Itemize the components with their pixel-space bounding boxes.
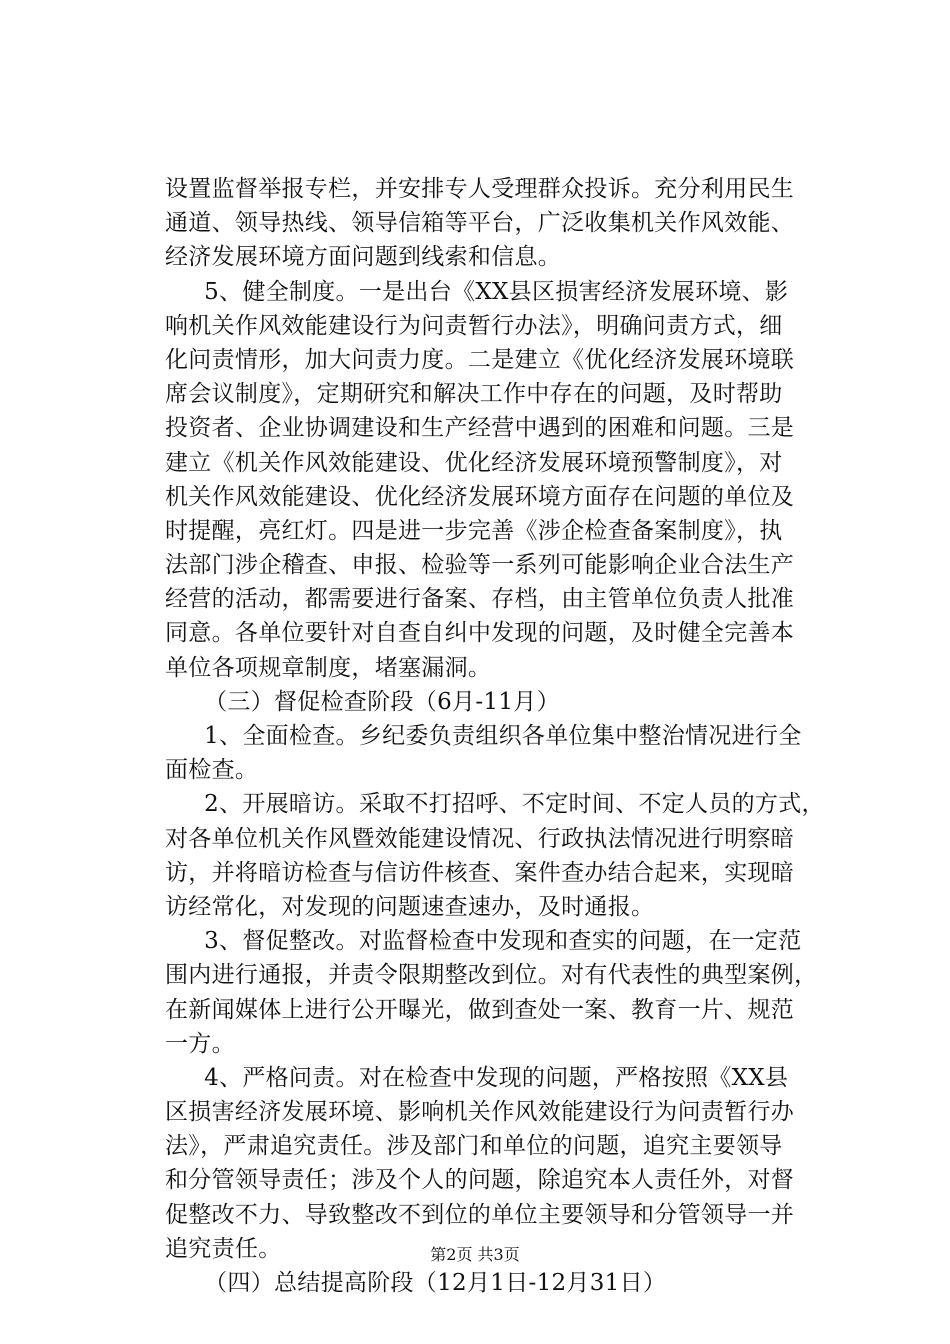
text-line: 响机关作风效能建设行为问责暂行办法》，明确问责方式，细 [165,312,783,339]
text-line: 投资者、企业协调建设和生产经营中遇到的困难和问题。三是 [165,415,795,442]
text-line: 促整改不力、导致整改不到位的单位主要领导和分管领导一并 [165,1201,795,1228]
page-footer: 第2页 共3页 [430,1245,520,1264]
text-line: 单位各项规章制度，堵塞漏洞。 [165,654,492,681]
text-line: 3、督促整改。对监督检查中发现和查实的问题，在一定范 [204,928,802,955]
text-line: 访，并将暗访检查与信访件核查、案件查办结合起来，实现暗 [165,859,795,886]
text-line: 5、健全制度。一是出台《XX县区损害经济发展环境、影 [204,278,789,305]
text-line: 对各单位机关作风暨效能建设情况、行政执法情况进行明察暗 [165,825,795,852]
text-line: 区损害经济发展环境、影响机关作风效能建设行为问责暂行办 [165,1099,795,1126]
text-line: 经营的活动，都需要进行备案、存档，由主管单位负责人批准 [165,586,795,613]
text-line: 化问责情形，加大问责力度。二是建立《优化经济发展环境联 [165,346,795,373]
text-line: 和分管领导责任；涉及个人的问题，除追究本人责任外，对督 [165,1167,795,1194]
text-line: 追究责任。 [165,1235,282,1262]
text-line: （三）督促检查阶段（6月-11月） [204,688,560,715]
text-line: 经济发展环境方面问题到线索和信息。 [165,244,562,271]
document-body [165,172,845,1300]
text-line: （四）总结提高阶段（12月1日-12月31日） [204,1270,667,1296]
text-line: 4、严格问责。对在检查中发现的问题，严格按照《XX县 [204,1064,789,1091]
text-line: 时提醒，亮红灯。四是进一步完善《涉企检查备案制度》，执 [165,517,783,544]
text-line: 法部门涉企稽查、申报、检验等一系列可能影响企业合法生产 [165,552,795,579]
text-line: 席会议制度》，定期研究和解决工作中存在的问题，及时帮助 [165,381,783,408]
text-line: 法》，严肃追究责任。涉及部门和单位的问题，追究主要领导 [165,1133,783,1160]
text-line: 机关作风效能建设、优化经济发展环境方面存在问题的单位及 [165,483,795,510]
text-line: 在新闻媒体上进行公开曝光，做到查处一案、教育一片、规范 [165,996,795,1023]
text-line: 一方。 [165,1030,235,1057]
text-line: 访经常化，对发现的问题速查速办，及时通报。 [165,893,655,920]
text-line: 建立《机关作风效能建设、优化经济发展环境预警制度》，对 [165,449,783,476]
text-line: 设置监督举报专栏，并安排专人受理群众投诉。充分利用民生 [165,176,795,202]
text-line: 1、全面检查。乡纪委负责组织各单位集中整治情况进行全 [204,723,802,749]
text-line: 围内进行通报，并责令限期整改到位。对有代表性的典型案例， [165,962,818,989]
text-line: 2、开展暗访。采取不打招呼、不定时间、不定人员的方式， [204,791,825,818]
text-line: 通道、领导热线、领导信箱等平台，广泛收集机关作风效能、 [165,210,795,237]
text-line: 面检查。 [165,757,259,784]
text-line: 同意。各单位要针对自查自纠中发现的问题，及时健全完善本 [165,620,795,647]
